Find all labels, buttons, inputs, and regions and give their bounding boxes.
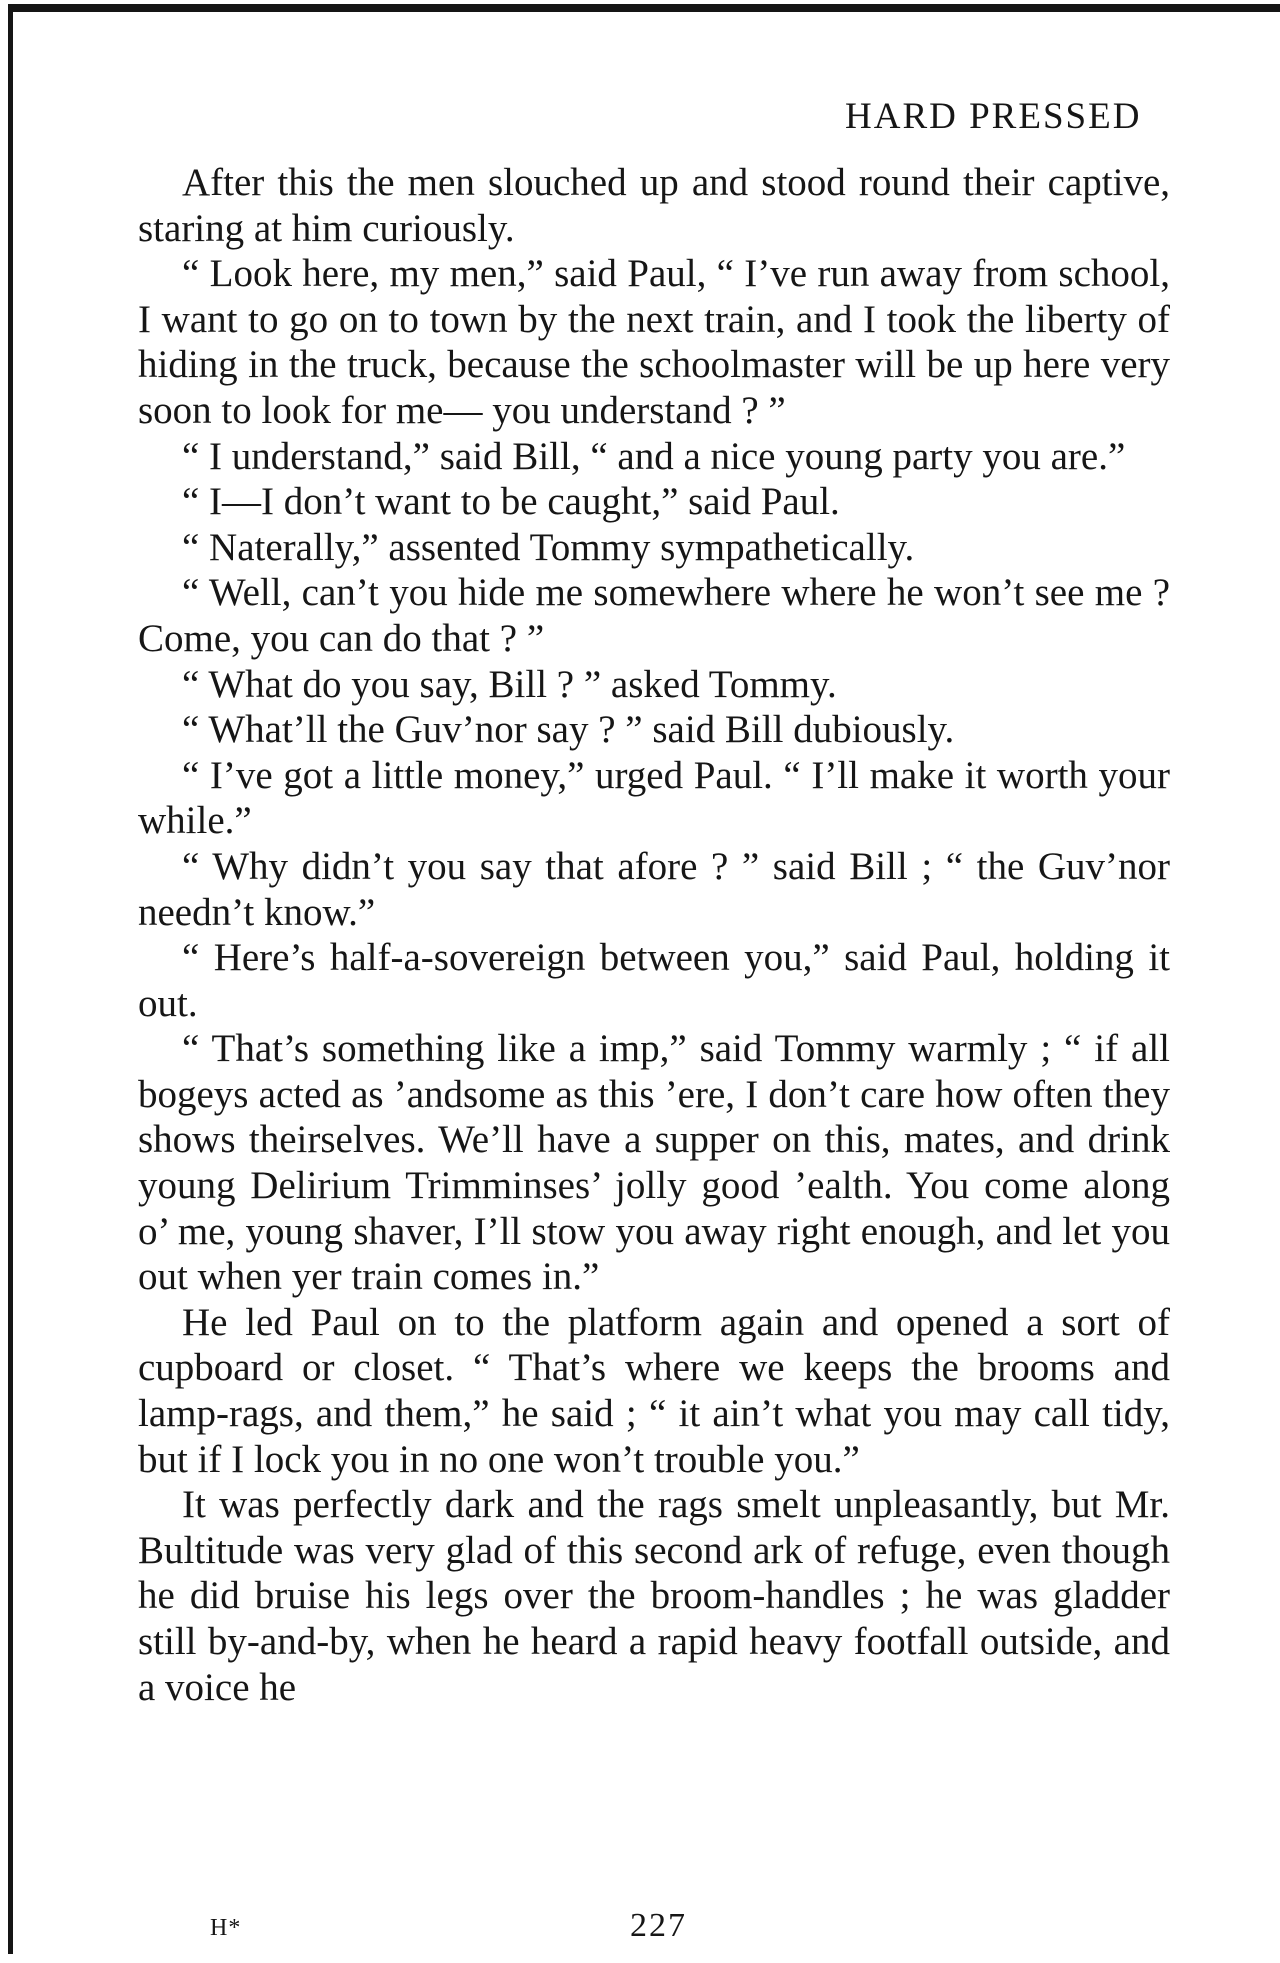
- body-text: [138, 160, 1170, 1710]
- signature-mark: H*: [210, 1915, 242, 1941]
- paragraph: “ Well, can’t you hide me somewhere where he won’t see me ? Come, you can do that ? ”: [138, 571, 1170, 660]
- page-top-edge-shadow: [8, 4, 1280, 12]
- paragraph: “ I’ve got a little money,” urged Paul. “ I’ll make it worth your while.”: [138, 753, 1170, 843]
- paragraph: “ I—I don’t want to be caught,” said Paul.: [182, 480, 840, 524]
- paragraph: He led Paul on to the platform again and opened a sort of cupboard or closet. “ That’s where we keeps the brooms and lamp-rags, and them,” he said ; “ it ain’t what you may call tidy, but if I lock you in no one won’t trouble you.”: [138, 1300, 1170, 1481]
- page-left-edge-shadow: [8, 4, 13, 1954]
- paragraph: “ What do you say, Bill ? ” asked Tommy.: [182, 662, 837, 706]
- paragraph: “ I understand,” said Bill, “ and a nice young party you are.”: [182, 434, 1126, 478]
- paragraph: After this the men slouched up and stood round their captive, staring at him curiously.: [138, 161, 1170, 250]
- paragraph: “ Why didn’t you say that afore ? ” said Bill ; “ the Guv’nor needn’t know.”: [138, 844, 1170, 934]
- paragraph: “ Here’s half-a-sovereign between you,” said Paul, holding it out.: [138, 936, 1170, 1025]
- page-number: 227: [630, 1907, 687, 1944]
- paragraph: “ What’ll the Guv’nor say ? ” said Bill dubiously.: [182, 708, 955, 752]
- paragraph: “ Look here, my men,” said Paul, “ I’ve run away from school, I want to go on to town by the next train, and I took the liberty of hiding in the truck, because the schoolmaster will be up here very soon to look for me— you understand ? ”: [138, 252, 1170, 432]
- paragraph: “ That’s something like a imp,” said Tommy warmly ; “ if all bogeys acted as ’andsome as this ’ere, I don’t care how often they shows theirselves. We’ll have a supper on this, mates, and drink young Delirium Trimminses’ jolly good ’ealth. You come along o’ me, young shaver, I’ll stow you away right enough, and let you out when yer train comes in.”: [138, 1027, 1170, 1299]
- paragraph: “ Naterally,” assented Tommy sympathetically.: [182, 525, 915, 569]
- paragraph: It was perfectly dark and the rags smelt unpleasantly, but Mr. Bultitude was very glad of this second ark of refuge, even though he did bruise his legs over the broom-handles ; he was gladder still by-and-by, when he heard a rapid heavy footfall outside, and a voice he: [138, 1483, 1170, 1709]
- running-head: HARD PRESSED: [845, 96, 1142, 137]
